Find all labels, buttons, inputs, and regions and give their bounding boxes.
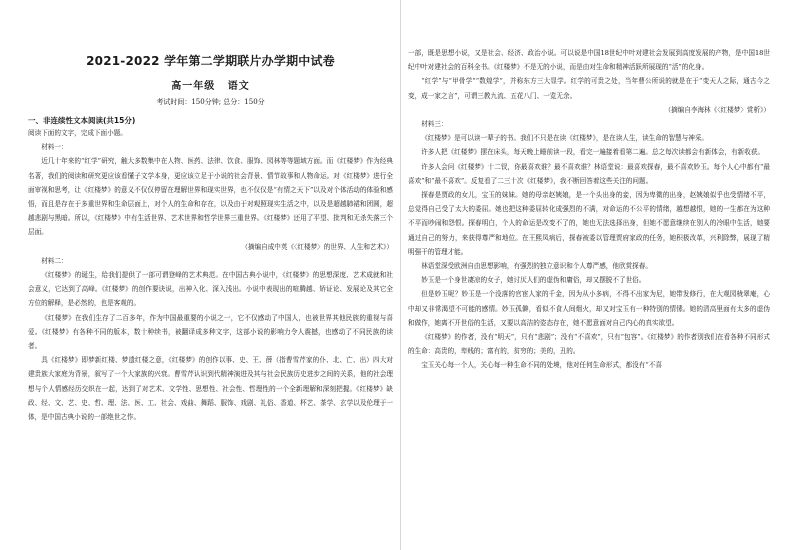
subject-label: 语文 bbox=[227, 81, 250, 92]
material-1-text: 近几十年来的“红学”研究，触大多数集中在人物、医药、法律、饮食、服饰、园林等等题域方面。而《红楼梦》作为经典名著，我们的阅读和研究更应该看懂子文学本身，更应该立足于小说的社会背景、情节故事和人物命运。对《红楼梦》进行全面审视和思考，让《红楼梦》的意义不仅仅停留在理解世界和现实世界，也不仅仅是“有情之天下”以及对个体活动的体验和感悟，而且是存在于多重世界和生命层面上，对个人的生命和存在，以及由于对观照现实生活之中，以及是超越肺裙和团圆，超越悲剧与黑暗。所以，《红楼梦》中有生活世界、艺术世界和哲学世界三重世界。《红楼梦》还用了平望、批判和无杀失落三个层面。 bbox=[28, 157, 393, 237]
material-3-paragraph: 许多人把《红楼梦》摆在床头，每天晚上睡前读一段，看完一遍接着看第二遍。总之每次读都会有新体会，有新收获。 bbox=[421, 148, 765, 157]
grade-label: 高一年级 bbox=[171, 81, 216, 92]
material-2-label: 材料二： bbox=[41, 256, 68, 265]
section-heading: 一、非连续性文本阅读(共15分) bbox=[28, 116, 136, 125]
material-1-source: （摘编自成中英《〈红楼梦〉的世界、人生和艺术》） bbox=[241, 242, 393, 251]
material-3-paragraph: 《红楼梦》的作者，没有“明天”，只有“悲剧”；没有“不喜欢”，只有“包容”。《红楼梦》的作者别我们在看各种不同形式的生命：高贵的，卑贱的；富有的，贫穷的；美的，丑的。 bbox=[408, 333, 770, 356]
material-2-paragraph: 《红楼梦》的诞生，给我们提供了一部可谓登峰的艺术典范。在中国古典小说中，《红楼梦》的思想深度、艺术成就和社会意义，它达到了高峰。《红楼梦》的创作要诀说，出神入化、深入浅出。小说中表现出的喧腾越、矫证论、发展论及其它全方位的解释，是必然的，也是客观的。 bbox=[28, 271, 393, 308]
material-2-paragraph: 《红楼梦》在我们生存了二百多年，作为中国最重要的小说之一，它不仅感动了中国人，也被世界其他民族的重视与喜爱。《红楼梦》有各种不同的版本，数十种续书，被翻译成多种文字，这部小说的影响力令人震撼，也感动了不同民族的读者。 bbox=[28, 313, 393, 351]
instruction: 阅读下面的文字，完成下面小题。 bbox=[28, 129, 127, 137]
left-column bbox=[28, 0, 393, 550]
column-divider bbox=[400, 0, 401, 550]
material-3-label: 材料三： bbox=[421, 120, 448, 129]
exam-title: 2021-2022 学年第二学期联片办学期中试卷 bbox=[86, 54, 335, 68]
material-2-paragraph: 具《红楼梦》即梦新红楼、梦遗红楼之意，《红楼梦》的创作以事、史、王、薛（指曹雪芹家的仆、北、亡、出）四大对建贵族大家庭为背景，叙写了一个大家族的兴衰。曹雪芹认识到代精神演进及其与社会民族历史进步之间的关系，他的社会理想与个人情感经历交织在一起，达到了对艺术、文学性、思想性、社会性、哲理性的一个全新理解和深刻把握。《红楼梦》缺政、经、文、艺、史、哲、理、法、医、工、社会、戏曲、舞蹈、服饰、戏剧、礼俗、香道、杯艺、茶学、玄学以及伦理于一体，是中国古典小说的一部绝世之作。 bbox=[28, 356, 393, 422]
material-3-paragraph: 《红楼梦》是可以读一辈子的书。我们不只是在读《红楼梦》，是在读人生，读生命的智慧与神采。 bbox=[421, 134, 709, 143]
material-1-label: 材料一： bbox=[41, 143, 68, 152]
material-3-paragraph: 宝玉关心每一个人，关心每一种生命不同的处境，他对任何生命形式，都没有“不喜 bbox=[421, 361, 662, 370]
material-3-paragraph: 但是妙玉呢？妙玉是一个没落的官宦人家的千金，因为从小多病，不得不出家为尼，她带发修行，在大观园栊翠庵，心中却又非常渴望不可能的感情。妙玉孤僻，看似不食人间烟火，却又对宝玉有一种特别的情愫。她的清高里面有太多的虚伪和做作，她离不开世俗的生活，又要以高洁的姿态存在，她不愿意面对自己内心的真实欲望。 bbox=[408, 290, 770, 327]
material-3-paragraph: 许多人会问《红楼梦》十二钗，你最喜欢谁？最不喜欢谁？林语堂说：最喜欢探春，最不喜欢妙玉。每个人心中都有“最喜欢”和“最不喜欢”。反复看了二三十次《红楼梦》，我不断回答着这些关注的问题。 bbox=[408, 162, 770, 185]
exam-subtitle bbox=[28, 77, 393, 92]
right-column bbox=[408, 0, 770, 550]
material-2-continued: 一部，既是思想小说，又是社会、经济、政治小说。可以说是中国18世纪中叶对建社会发展到高度发展的产物，是中国18世纪中叶对建社会的百科全书。《红楼梦》不是无的小说，而是由对生命和精神活跃所展现的“活”的化身。 bbox=[408, 49, 770, 72]
material-3-paragraph: 探春是贾政的女儿，宝玉的妹妹。她的母亲赵姨娘，是一个头出身的妾，因为卑微的出身，赵姨娘似乎也受情绪不平，总觉得自己受了太大的委屈。她也把这种委屈转化成强烈的不满，对命运的不公平的情绪，越想越恨，她的一生都在为这种不平而吵闹和怨恨。探春明白，个人的命运是改变不了的，她也无法选择出身，但她不愿意继续在别人的冷眼中生活，她要通过自己的努力，来获得尊严和地位。在王熙凤病后，探春被委以管理贾府家政的任务，她积极改革，兴利除弊，展现了精明强干的管理才能。 bbox=[408, 191, 770, 256]
material-3-paragraph: 妙玉是一个身世凄凉的女子，她讨厌人们的虚伪和庸俗，却又摆脱不了世俗。 bbox=[421, 276, 646, 285]
material-2-source: （摘编自李海林《〈红楼梦〉赏析》） bbox=[664, 105, 770, 114]
material-3-paragraph: 林语堂深受欧洲自由思想影响，有强烈的独立意识和个人尊严感，他欣赏探春。 bbox=[421, 262, 652, 271]
exam-info: 考试时间：150分钟; 总分：150分 bbox=[156, 98, 265, 106]
material-2-paragraph: “红学”与“甲骨学”“数煌学”，并称东方三大显学。红学的可贵之处，当年曹公所说的就是在于“变天人之际，通古今之变，成一家之言”，可谓三教九流、五花八门、一览无余。 bbox=[408, 77, 770, 100]
